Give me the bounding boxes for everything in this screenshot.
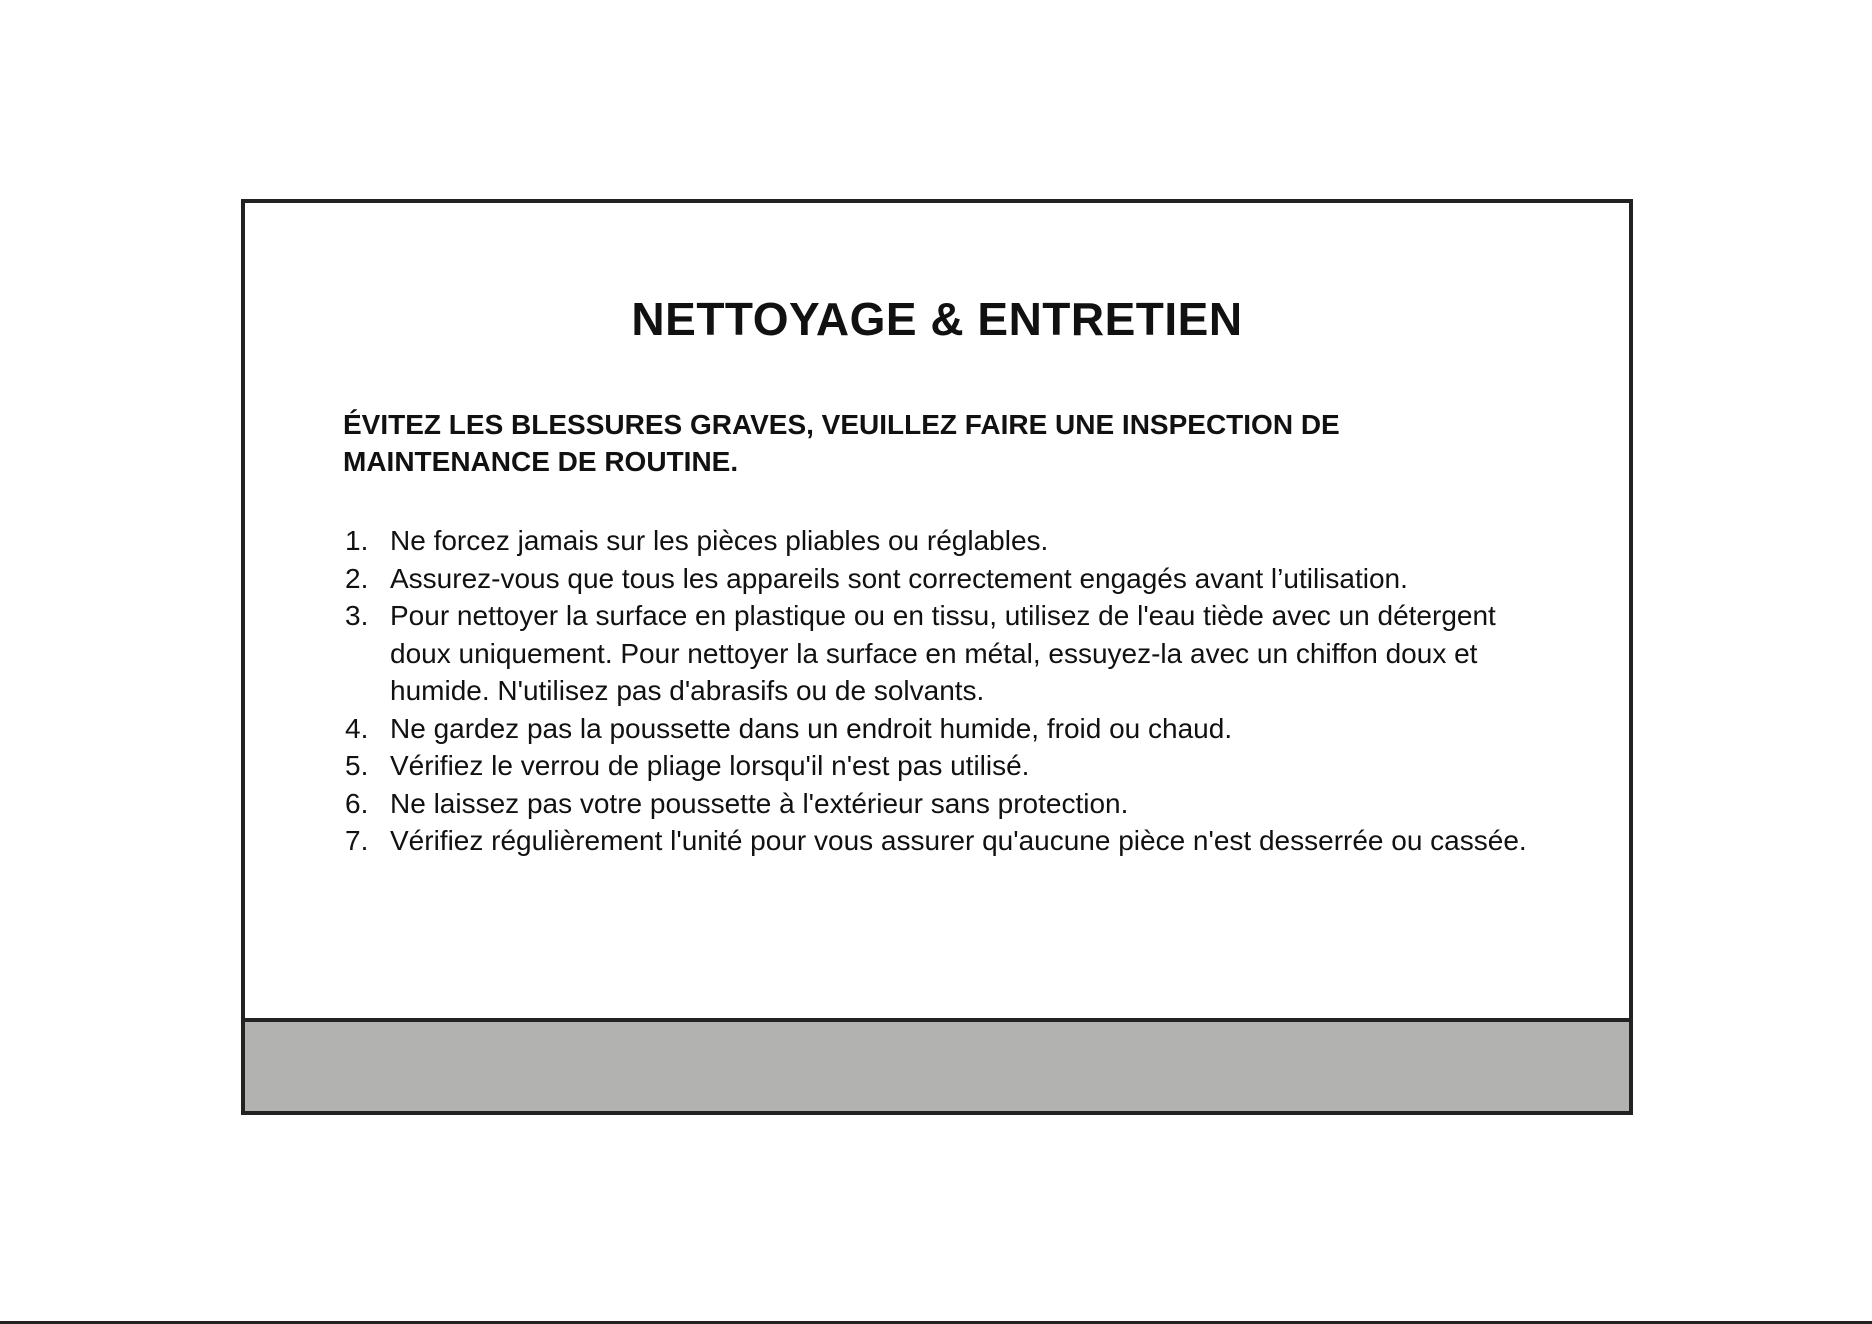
- list-item: [343, 822, 1543, 860]
- step-number: 1.: [345, 525, 369, 556]
- warning-text: ÉVITEZ LES BLESSURES GRAVES, VEUILLEZ FAIRE UNE INSPECTION DE MAINTENANCE DE ROUTINE.: [343, 409, 1340, 477]
- panel-footer-band: [245, 1022, 1629, 1111]
- list-item: [343, 522, 1543, 560]
- step-number: 3.: [345, 600, 369, 631]
- step-text: Ne gardez pas la poussette dans un endroit humide, froid ou chaud.: [390, 712, 1233, 744]
- list-item: [343, 560, 1543, 598]
- step-text: Vérifiez régulièrement l'unité pour vous assurer qu'aucune pièce n'est desserrée ou cassée.: [390, 825, 1527, 856]
- page-title: NETTOYAGE & ENTRETIEN: [631, 293, 1243, 345]
- step-number: 2.: [345, 562, 369, 594]
- step-text: Pour nettoyer la surface en plastique ou en tissu, utilisez de l'eau tiède avec un détergent doux uniquement. Pour nettoyer la surface en métal, essuyez-la avec un chiffon doux et humide. N'utilisez pas d'abrasifs ou de solvants.: [390, 600, 1496, 706]
- step-number: 4.: [345, 712, 369, 744]
- panel-body: [245, 203, 1629, 1022]
- maintenance-steps-list: [343, 522, 1543, 860]
- step-text: Ne laissez pas votre poussette à l'extérieur sans protection.: [390, 787, 1129, 819]
- step-text: Assurez-vous que tous les appareils sont correctement engagés avant l’utilisation.: [390, 562, 1408, 594]
- instruction-panel: [241, 199, 1633, 1115]
- list-item: [343, 597, 1543, 710]
- list-item: [343, 710, 1543, 748]
- list-item: [343, 747, 1543, 785]
- step-text: Vérifiez le verrou de pliage lorsqu'il n'est pas utilisé.: [390, 750, 1030, 781]
- list-item: [343, 785, 1543, 823]
- step-text: Ne forcez jamais sur les pièces pliables ou réglables.: [390, 525, 1049, 556]
- step-number: 6.: [345, 787, 369, 819]
- step-number: 5.: [345, 750, 369, 781]
- step-number: 7.: [345, 825, 369, 856]
